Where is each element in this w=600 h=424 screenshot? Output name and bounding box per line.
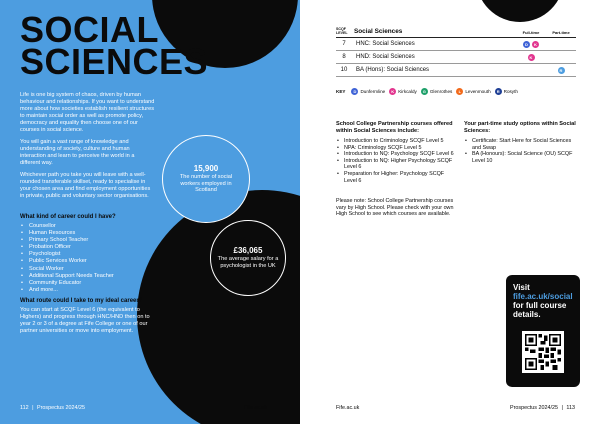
- right-page: [300, 0, 600, 424]
- fulltime-header: Full-time: [522, 30, 540, 35]
- footer-publication: Prospectus 2024/25: [37, 405, 85, 411]
- key-label: KEY: [336, 89, 346, 94]
- subject-header: Social Sciences: [354, 28, 403, 35]
- career-item: • Community Educator: [20, 280, 150, 287]
- key-badge: D: [351, 88, 358, 95]
- school-course-item: • NPA: Criminology SCQF Level 5: [336, 145, 458, 152]
- table-header: [336, 22, 576, 38]
- key-item-levenmouth: [456, 88, 490, 95]
- key-item-glenrothes: [421, 88, 452, 95]
- career-item: • Psychologist: [20, 251, 150, 258]
- parttime-header: Part-time: [552, 30, 570, 35]
- campus-badge-kirkcaldy: K: [528, 54, 535, 61]
- parttime-courses-list: [464, 138, 580, 164]
- fulltime-campuses: [516, 54, 546, 61]
- key-name: Kirkcaldy: [398, 89, 417, 94]
- key-name: Levenmouth: [465, 89, 491, 94]
- campus-badge-kirkcaldy: K: [532, 41, 539, 48]
- key-badge: R: [495, 88, 502, 95]
- stat-social-workers: [162, 135, 250, 223]
- stat-label: The average salary for a psychologist in the UK: [217, 256, 279, 269]
- school-course-item: • Introduction to NQ: Higher Psychology SCQF Level 6: [336, 158, 458, 171]
- intro-paragraph-1: Life is one big system of chaos, driven by human behaviour and relationships. If you want to understand more about how societies establish resilient structures to maintain social order as well as promote policy, democracy and equality then choose one of our courses in social science.: [20, 92, 155, 133]
- careers-heading: What kind of career could I have?: [20, 214, 116, 220]
- school-course-item: • Preparation for Higher: Psychology SCQF Level 6: [336, 171, 458, 184]
- table-row[interactable]: [336, 51, 576, 64]
- right-footer-url[interactable]: Fife.ac.uk: [336, 405, 360, 411]
- school-courses-heading: School College Partnership courses offered within Social Sciences include:: [336, 121, 453, 134]
- visit-link[interactable]: fife.ac.uk/social: [513, 292, 573, 301]
- parttime-course-item: • Certificate: Start Here for Social Sciences and Swap: [464, 138, 580, 151]
- stat-psychologist-salary: [210, 220, 286, 296]
- visit-suffix: for full course details.: [513, 301, 567, 319]
- visit-website-card: [506, 275, 580, 387]
- route-heading: What route could I take to my ideal career?: [20, 298, 143, 304]
- page-number: 112: [20, 405, 29, 411]
- left-footer: [20, 405, 85, 411]
- key-badge: L: [456, 88, 463, 95]
- key-item-rosyth: [495, 88, 518, 95]
- title-line-1: SOCIAL: [20, 9, 160, 50]
- key-name: Glenrothes: [429, 89, 453, 94]
- stat-value: 15,900: [193, 164, 219, 174]
- intro-paragraph-2: You will gain a vast range of knowledge and understanding of society, culture and human interaction and learn to perceive the world in a different way.: [20, 139, 135, 166]
- visit-prefix: Visit: [513, 283, 530, 292]
- key-badge: K: [389, 88, 396, 95]
- qr-code-icon[interactable]: [522, 331, 564, 373]
- row-level: 10: [340, 67, 348, 73]
- key-name: Dunfermline: [360, 89, 386, 94]
- footer-separator: |: [561, 405, 563, 411]
- intro-paragraph-3: Whichever path you take you will leave with a well-rounded transferable skillset, ready to specialise in your chosen area and find employment opportunities in private, public and voluntary sector organisations.: [20, 172, 151, 199]
- footer-separator: |: [32, 405, 34, 411]
- key-badge: G: [422, 89, 426, 94]
- decorative-circle-top-right: [476, 0, 564, 22]
- left-footer-url[interactable]: Fife.ac.uk: [244, 405, 268, 411]
- title-line-2: SCIENCES: [20, 41, 209, 82]
- campus-badge-rosyth: R: [558, 67, 565, 74]
- table-row[interactable]: [336, 64, 576, 77]
- level-header: SCQF LEVEL: [336, 27, 348, 35]
- key-name: Rosyth: [503, 89, 518, 94]
- career-item: • And more...: [20, 287, 150, 294]
- careers-list: [20, 223, 150, 294]
- school-course-item: • Introduction to NQ: Psychology SCQF Level 6: [336, 151, 458, 158]
- page-number: 113: [566, 405, 575, 411]
- decorative-circle-large: [137, 190, 300, 424]
- page-title: [20, 9, 209, 82]
- parttime-course-item: • BA (Honours): Social Science (OU) SCQF Level 10: [464, 151, 580, 164]
- career-item: • Social Worker: [20, 266, 150, 273]
- right-footer: [510, 405, 575, 411]
- fulltime-campuses: [516, 41, 546, 48]
- campus-badge-dunfermline: D: [523, 41, 530, 48]
- visit-text: [513, 283, 573, 319]
- career-item: • Public Services Worker: [20, 258, 150, 265]
- route-text: You can start at SCQF Level 6 (the equivalent to Highers) and progress through HNC/HND then on to year 2 or 3 of a degree at Fife College or one of our partner universities or move into employment.: [20, 307, 150, 334]
- career-item: • Additional Support Needs Teacher: [20, 273, 150, 280]
- row-level: 8: [342, 54, 346, 60]
- career-item: • Human Resources: [20, 230, 150, 237]
- key-item-dunfermline: [351, 88, 385, 95]
- career-item: • Counsellor: [20, 223, 150, 230]
- school-course-item: • Introduction to Criminology SCQF Level 5: [336, 138, 458, 145]
- parttime-heading: Your part-time study options within Social Sciences:: [464, 121, 576, 134]
- school-courses-list: [336, 138, 458, 184]
- key-item-kirkcaldy: [389, 88, 417, 95]
- row-course: HNC: Social Sciences: [356, 41, 415, 47]
- table-row[interactable]: [336, 38, 576, 51]
- footer-publication: Prospectus 2024/25: [510, 405, 558, 411]
- stat-label: The number of social workers employed in Scotland: [179, 174, 233, 194]
- campus-key: [336, 88, 518, 95]
- career-item: • Primary School Teacher: [20, 237, 150, 244]
- parttime-campuses: [546, 67, 576, 74]
- course-table: [336, 22, 576, 77]
- stat-value: £36,065: [233, 246, 263, 256]
- row-course: BA (Hons): Social Sciences: [356, 67, 430, 73]
- row-course: HND: Social Sciences: [356, 54, 415, 60]
- school-note: Please note: School College Partnership courses vary by High School. Please check with your own High School to see which courses are available.: [336, 198, 454, 218]
- career-item: • Probation Officer: [20, 244, 150, 251]
- row-level: 7: [342, 41, 346, 47]
- intro-text: [20, 92, 155, 205]
